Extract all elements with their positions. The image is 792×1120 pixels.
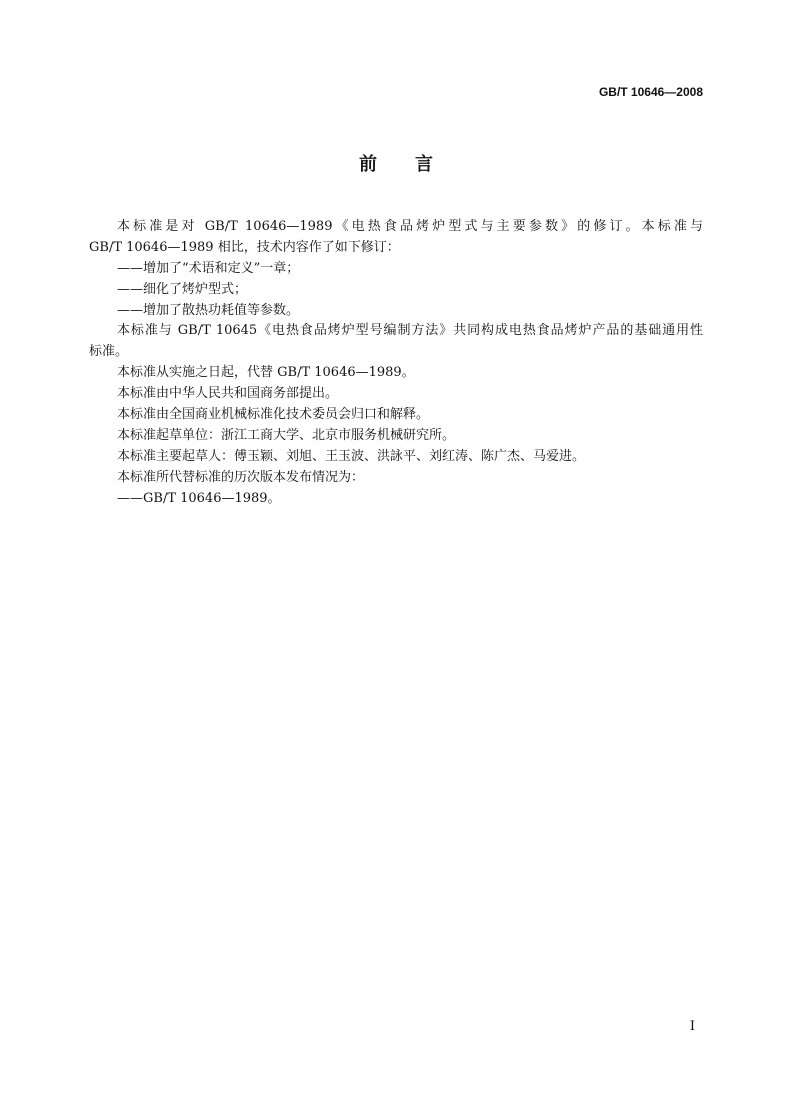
paragraph-proposed-by: 本标准由中华人民共和国商务部提出。 <box>117 386 339 402</box>
paragraph-replaces: 本标准从实施之日起，代替 GB/T 10646—1989。 <box>117 365 415 381</box>
paragraph-centralized-by: 本标准由全国商业机械标准化技术委员会归口和解释。 <box>117 407 430 423</box>
paragraph-line-related-standard-cont: 标准。 <box>89 344 129 360</box>
list-item-oven-types: ——细化了烤炉型式； <box>117 281 248 297</box>
list-item-terms: ——增加了“术语和定义”一章； <box>117 260 300 276</box>
paragraph-drafting-units: 本标准起草单位：浙江工商大学、北京市服务机械研究所。 <box>117 427 456 443</box>
paragraph-line-revision-intro-cont: GB/T 10646—1989 相比，技术内容作了如下修订： <box>89 239 400 255</box>
list-item-previous-edition: ——GB/T 10646—1989。 <box>117 490 281 506</box>
list-item-parameters: ——增加了散热功耗值等参数。 <box>117 302 300 318</box>
standard-code-header: GB/T 10646—2008 <box>598 85 703 99</box>
page-number: I <box>689 1019 695 1034</box>
foreword-body <box>89 217 703 509</box>
page-title: 前 言 <box>359 154 443 175</box>
paragraph-drafters: 本标准主要起草人：傅玉颖、刘旭、王玉波、洪詠平、刘红涛、陈广杰、马爱进。 <box>117 448 586 464</box>
paragraph-line-revision-intro: 本标准是对 GB/T 10646—1989《电热食品烤炉型式与主要参数》的修订。本标准与 <box>117 219 703 234</box>
paragraph-line-related-standard: 本标准与 GB/T 10645《电热食品烤炉型号编制方法》共同构成电热食品烤炉产品的基础通用性 <box>117 323 703 339</box>
paragraph-previous-editions: 本标准所代替标准的历次版本发布情况为： <box>117 469 365 485</box>
